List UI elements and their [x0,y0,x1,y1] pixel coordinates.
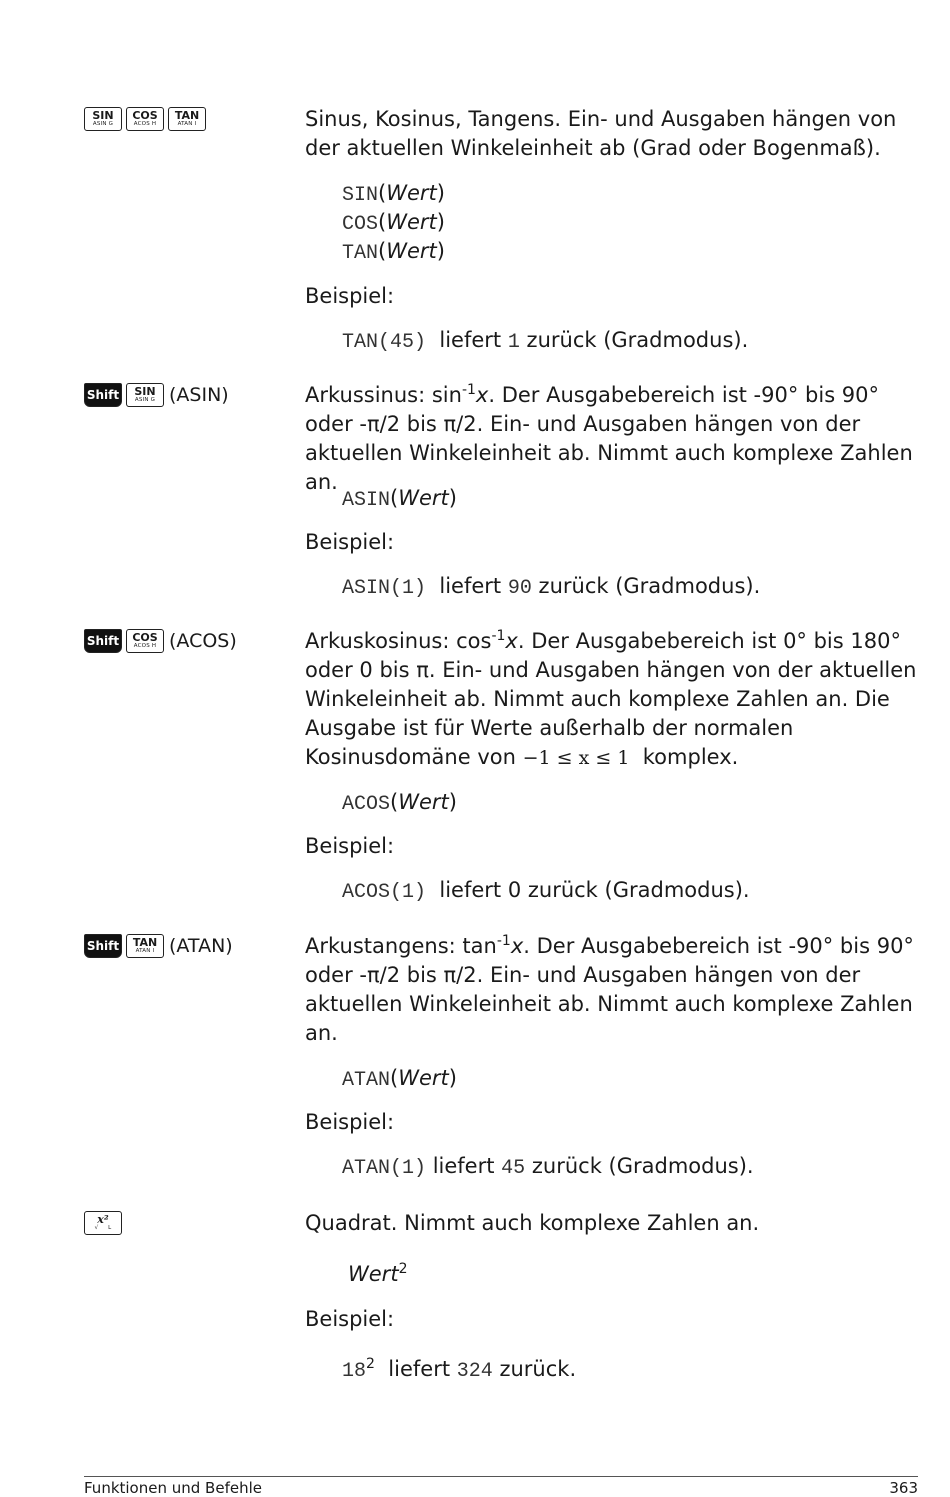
atan-syntax: ATAN(Wert) [342,1066,457,1092]
trig-keys [84,107,206,131]
shift-key-icon: Shift [84,934,122,958]
trig-description: Sinus, Kosinus, Tangens. Ein- und Ausgaben hängen von der aktuellen Winkeleinheit ab (Grad oder Bogenmaß). [305,107,897,160]
sin-key-icon: SIN ASIN G [84,107,122,131]
atan-example-label: Beispiel: [305,1110,395,1134]
square-example: $18^2$ liefert 324 zurück. [342,1356,577,1383]
asin-keys [84,383,229,407]
atan-example: ATAN(1) liefert 45 zurück (Gradmodus). [342,1154,754,1180]
trig-example: TAN(45) liefert 1 zurück (Gradmodus). [342,328,749,354]
acos-example-label: Beispiel: [305,834,395,858]
shift-key-icon: Shift [84,629,122,653]
footer-divider [84,1476,918,1477]
asin-example: ASIN(1) liefert 90 zurück (Gradmodus). [342,574,761,600]
trig-syntax-cos: COS(Wert) [342,210,445,236]
acos-keys [84,629,237,653]
acos-description: Arkuskosinus: $\cos^{-1}x$. Der Ausgabebereich ist 0° bis 180° oder 0 bis π. Ein- und Ausgaben hängen von der aktuellen Winkeleinheit ab. Nimmt auch komplexe Zahlen an. Die Ausgabe ist für Werte außerhalb der normalen Kosinusdomäne von −1 ≤ x ≤ 1 komplex. [305,628,917,769]
tan-key-icon: TAN ATAN I [168,107,206,131]
trig-example-label: Beispiel: [305,284,395,308]
tan-key-icon: TAN ATAN I [126,934,164,958]
asin-description: Arkussinus: $\sin^{-1}x$. Der Ausgabebereich ist -90° bis 90° oder -π/2 bis π/2. Ein- und Ausgaben hängen von der aktuellen Winkeleinheit ab. Nimmt auch komplexe Zahlen an. [305,382,913,494]
asin-syntax: ASIN(Wert) [342,486,457,512]
sin-key-icon: SIN ASIN G [126,383,164,407]
acos-example: ACOS(1) liefert 0 zurück (Gradmodus). [342,878,750,904]
square-keys [84,1211,122,1235]
shift-key-icon: Shift [84,383,122,407]
footer-section-title: Funktionen und Befehle [84,1479,262,1497]
cos-key-icon: COS ACOS H [126,107,164,131]
square-key-icon: x² √ L [84,1211,122,1235]
atan-keys [84,934,233,958]
trig-syntax-tan: TAN(Wert) [342,239,445,265]
cos-key-icon: COS ACOS H [126,629,164,653]
asin-key-label: (ASIN) [169,384,229,406]
atan-key-label: (ATAN) [169,935,233,957]
square-description: Quadrat. Nimmt auch komplexe Zahlen an. [305,1211,760,1235]
page-number: 363 [889,1479,918,1497]
square-syntax: Wert$^2$ [348,1261,408,1286]
square-example-label: Beispiel: [305,1307,395,1331]
atan-description: Arkustangens: $\tan^{-1}x$. Der Ausgabebereich ist -90° bis 90° oder -π/2 bis π/2. Ein- und Ausgaben hängen von der aktuellen Winkeleinheit ab. Nimmt auch komplexe Zahlen an. [305,933,914,1045]
acos-key-label: (ACOS) [169,630,237,652]
asin-example-label: Beispiel: [305,530,395,554]
acos-syntax: ACOS(Wert) [342,790,457,816]
trig-syntax-sin: SIN(Wert) [342,181,445,207]
